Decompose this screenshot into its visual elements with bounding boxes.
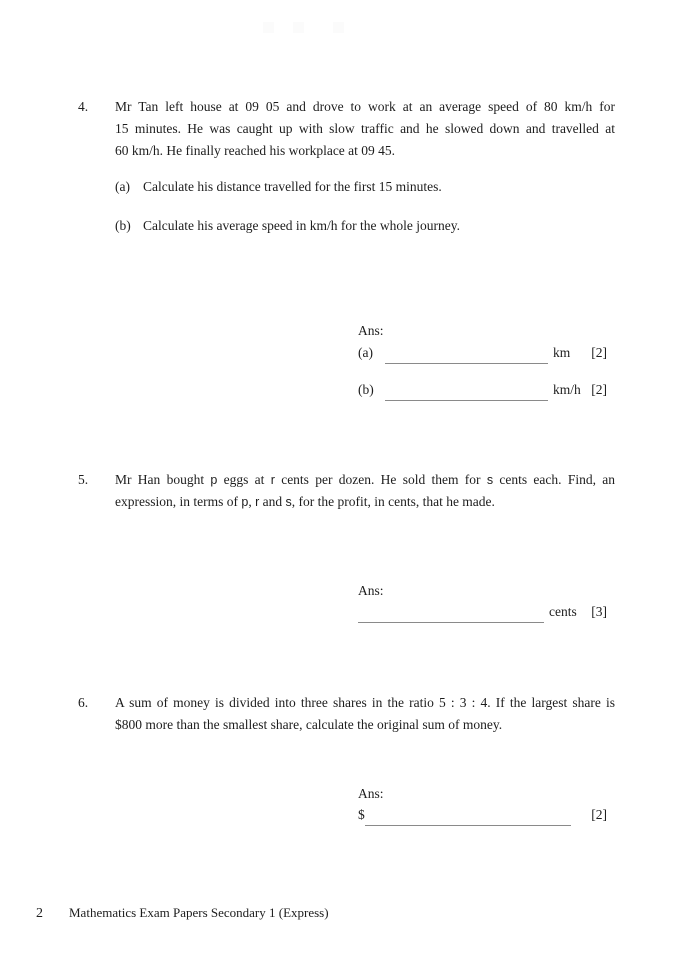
answer-row-b-label: (b) (358, 382, 374, 397)
part-a-label: (a) (115, 179, 130, 194)
question-4-line-1: Mr Tan left house at 09 05 and drove to work at an average speed of 80 km/h for (115, 99, 615, 114)
question-4-line-2: 15 minutes. He was caught up with slow traffic and he slowed down and travelled at (115, 121, 615, 136)
footer-title: Mathematics Exam Papers Secondary 1 (Express) (69, 905, 329, 920)
ans-label: Ans: (358, 323, 384, 338)
part-b-label: (b) (115, 218, 131, 233)
question-6-answer-block (358, 783, 607, 826)
question-4-text (115, 96, 615, 162)
question-5-answer-block (358, 580, 607, 623)
variable-p: p (210, 473, 218, 487)
answer-unit: km (553, 345, 571, 360)
marks: [2] (591, 807, 607, 822)
text-segment: and (259, 494, 286, 509)
text-segment: eggs at (217, 472, 271, 487)
variable-r: r (255, 495, 260, 509)
answer-row-a (358, 342, 607, 364)
question-4-part-b (115, 215, 615, 237)
question-5-number: 5. (78, 472, 89, 487)
answer-row (358, 601, 607, 623)
question-6-line-1: A sum of money is divided into three shares in the ratio 5 : 3 : 4. If the largest share is (115, 695, 615, 710)
question-5-line-1 (115, 469, 615, 491)
part-b-text: Calculate his average speed in km/h for the whole journey. (143, 218, 461, 233)
question-4-number: 4. (78, 99, 89, 114)
page-footer (36, 905, 329, 922)
watermark-mark (333, 22, 344, 33)
question-6-number: 6. (78, 695, 89, 710)
page-number: 2 (36, 906, 43, 921)
variable-s: s (486, 473, 494, 487)
question-4-part-a (115, 176, 615, 198)
watermark-mark (293, 22, 304, 33)
marks: [2] (591, 345, 607, 360)
text-segment: cents each. Find, an (493, 472, 615, 487)
marks: [3] (591, 604, 607, 619)
text-segment: expression, in terms of (115, 494, 242, 509)
answer-blank-line (385, 348, 548, 364)
question-5-line-2 (115, 491, 615, 513)
dollar-sign: $ (358, 807, 365, 822)
text-segment: Mr Han bought (115, 472, 211, 487)
text-segment: , for the profit, in cents, that he made. (291, 494, 495, 509)
text-segment: cents per dozen. He sold them for (274, 472, 487, 487)
question-4 (78, 96, 615, 237)
watermark-mark (263, 22, 274, 33)
answer-blank-line (365, 810, 571, 826)
question-6 (78, 692, 615, 736)
marks: [2] (591, 382, 607, 397)
question-6-text (115, 692, 615, 736)
ans-label: Ans: (358, 786, 384, 801)
answer-blank-line (385, 385, 548, 401)
answer-unit: km/h (553, 382, 581, 397)
answer-blank-line (358, 607, 544, 623)
answer-row (358, 804, 607, 826)
answer-unit: cents (549, 604, 577, 619)
question-5-text (115, 469, 615, 513)
question-5 (78, 469, 615, 513)
answer-row-b (358, 379, 607, 401)
question-6-line-2: $800 more than the smallest share, calculate the original sum of money. (115, 717, 503, 732)
variable-s: s (285, 495, 292, 509)
variable-p: p (241, 495, 249, 509)
question-4-answer-block (358, 320, 607, 401)
answer-row-a-label: (a) (358, 345, 373, 360)
part-a-text: Calculate his distance travelled for the first 15 minutes. (143, 179, 442, 194)
ans-label: Ans: (358, 583, 384, 598)
text-segment: , (248, 494, 256, 509)
question-4-line-3: 60 km/h. He finally reached his workplace at 09 45. (115, 143, 396, 158)
variable-r: r (270, 473, 275, 487)
